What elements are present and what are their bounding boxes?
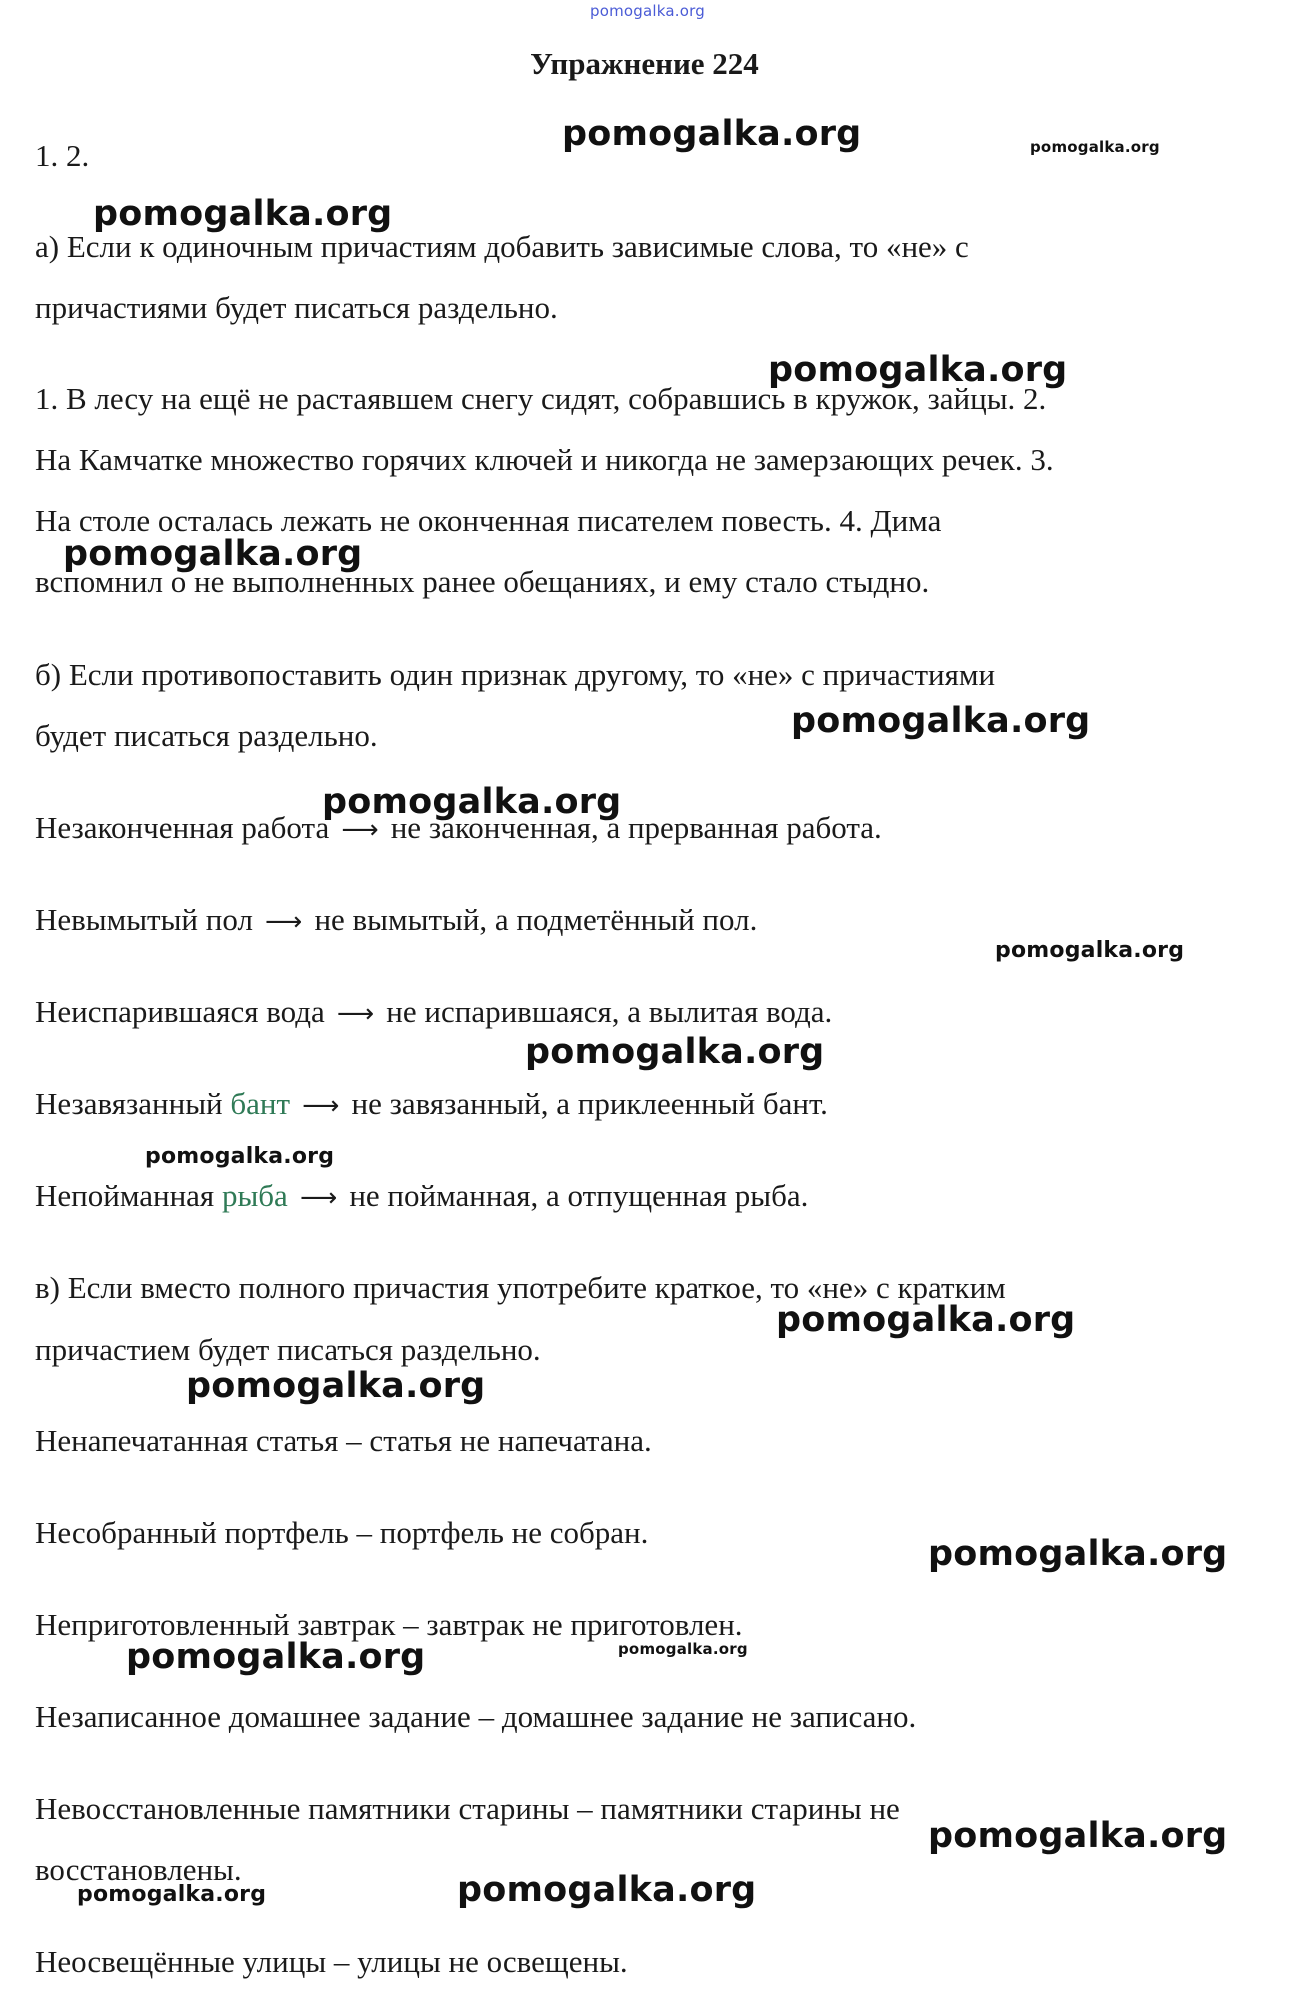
pair-left: Незаконченная работа [35, 810, 330, 845]
section-a-example-line-3: На столе осталась лежать не оконченная писателем повесть. 4. Дима [35, 503, 942, 538]
pair-right: не завязанный, а приклеенный бант. [351, 1086, 828, 1121]
list-item: Невосстановленные памятники старины – памятники старины не [35, 1791, 900, 1826]
watermark: pomogalka.org [126, 1637, 426, 1677]
section-a-rule-line-2: причастиями будет писаться раздельно. [35, 290, 558, 325]
pair-right: не испарившаяся, а вылитая вода. [386, 994, 833, 1029]
section-b-rule-line-2: будет писаться раздельно. [35, 718, 378, 753]
watermark: pomogalka.org [77, 1882, 267, 1907]
list-item: восстановлены. [35, 1852, 242, 1887]
watermark: pomogalka.org [322, 782, 622, 822]
section-c-rule-line-1: в) Если вместо полного причастия употребите краткое, то «не» с кратким [35, 1270, 1006, 1305]
section-a-example-line-2: На Камчатке множество горячих ключей и никогда не замерзающих речек. 3. [35, 442, 1054, 477]
pair-left: Непойманная [35, 1178, 222, 1213]
section-a-rule-line-1: а) Если к одиночным причастиям добавить зависимые слова, то «не» с [35, 229, 969, 264]
arrow-right-icon: ⟶ [336, 999, 375, 1029]
watermark: pomogalka.org [457, 1870, 757, 1910]
watermark: pomogalka.org [776, 1300, 1076, 1340]
arrow-right-icon: ⟶ [341, 815, 379, 845]
pair-row [35, 1084, 828, 1126]
exercise-title: Упражнение 224 [530, 46, 759, 81]
watermark: pomogalka.org [1030, 138, 1160, 156]
arrow-right-icon: ⟶ [299, 1183, 338, 1213]
watermark: pomogalka.org [145, 1144, 335, 1169]
arrow-right-icon: ⟶ [265, 907, 303, 937]
watermark: pomogalka.org [768, 350, 1068, 390]
pair-left: Невымытый пол [35, 902, 253, 937]
pair-row [35, 992, 832, 1034]
watermark: pomogalka.org [618, 1640, 748, 1658]
pair-left-highlight: рыба [221, 1178, 288, 1213]
intro-line: 1. 2. [35, 138, 90, 173]
pair-row [35, 1176, 808, 1218]
watermark: pomogalka.org [186, 1366, 486, 1406]
top-watermark: pomogalka.org [590, 2, 705, 20]
watermark: pomogalka.org [93, 194, 393, 234]
pair-row [35, 900, 757, 942]
watermark: pomogalka.org [928, 1534, 1228, 1574]
watermark: pomogalka.org [995, 938, 1185, 963]
pair-left-highlight: бант [230, 1086, 291, 1121]
section-a-example-line-4: вспомнил о не выполненных ранее обещаниях, и ему стало стыдно. [35, 564, 930, 599]
watermark: pomogalka.org [791, 701, 1091, 741]
list-item: Неосвещённые улицы – улицы не освещены. [35, 1944, 628, 1979]
pair-right: не законченная, а прерванная работа. [390, 810, 882, 845]
arrow-right-icon: ⟶ [302, 1091, 340, 1121]
pair-right: не пойманная, а отпущенная рыба. [349, 1178, 809, 1213]
list-item: Несобранный портфель – портфель не собран. [35, 1515, 649, 1550]
pair-left: Неиспарившаяся вода [35, 994, 325, 1029]
list-item: Незаписанное домашнее задание – домашнее задание не записано. [35, 1699, 917, 1734]
pair-left: Незавязанный [35, 1086, 231, 1121]
section-b-rule-line-1: б) Если противопоставить один признак другому, то «не» с причастиями [35, 657, 996, 692]
watermark: pomogalka.org [63, 534, 363, 574]
list-item: Неприготовленный завтрак – завтрак не приготовлен. [35, 1607, 743, 1642]
section-c-rule-line-2: причастием будет писаться раздельно. [35, 1332, 541, 1367]
watermark: pomogalka.org [562, 114, 862, 154]
pair-right: не вымытый, а подметённый пол. [314, 902, 758, 937]
section-a-example-line-1: 1. В лесу на ещё не растаявшем снегу сидят, собравшись в кружок, зайцы. 2. [35, 381, 1047, 416]
list-item: Ненапечатанная статья – статья не напечатана. [35, 1423, 652, 1458]
watermark: pomogalka.org [928, 1816, 1228, 1856]
watermark: pomogalka.org [525, 1032, 825, 1072]
